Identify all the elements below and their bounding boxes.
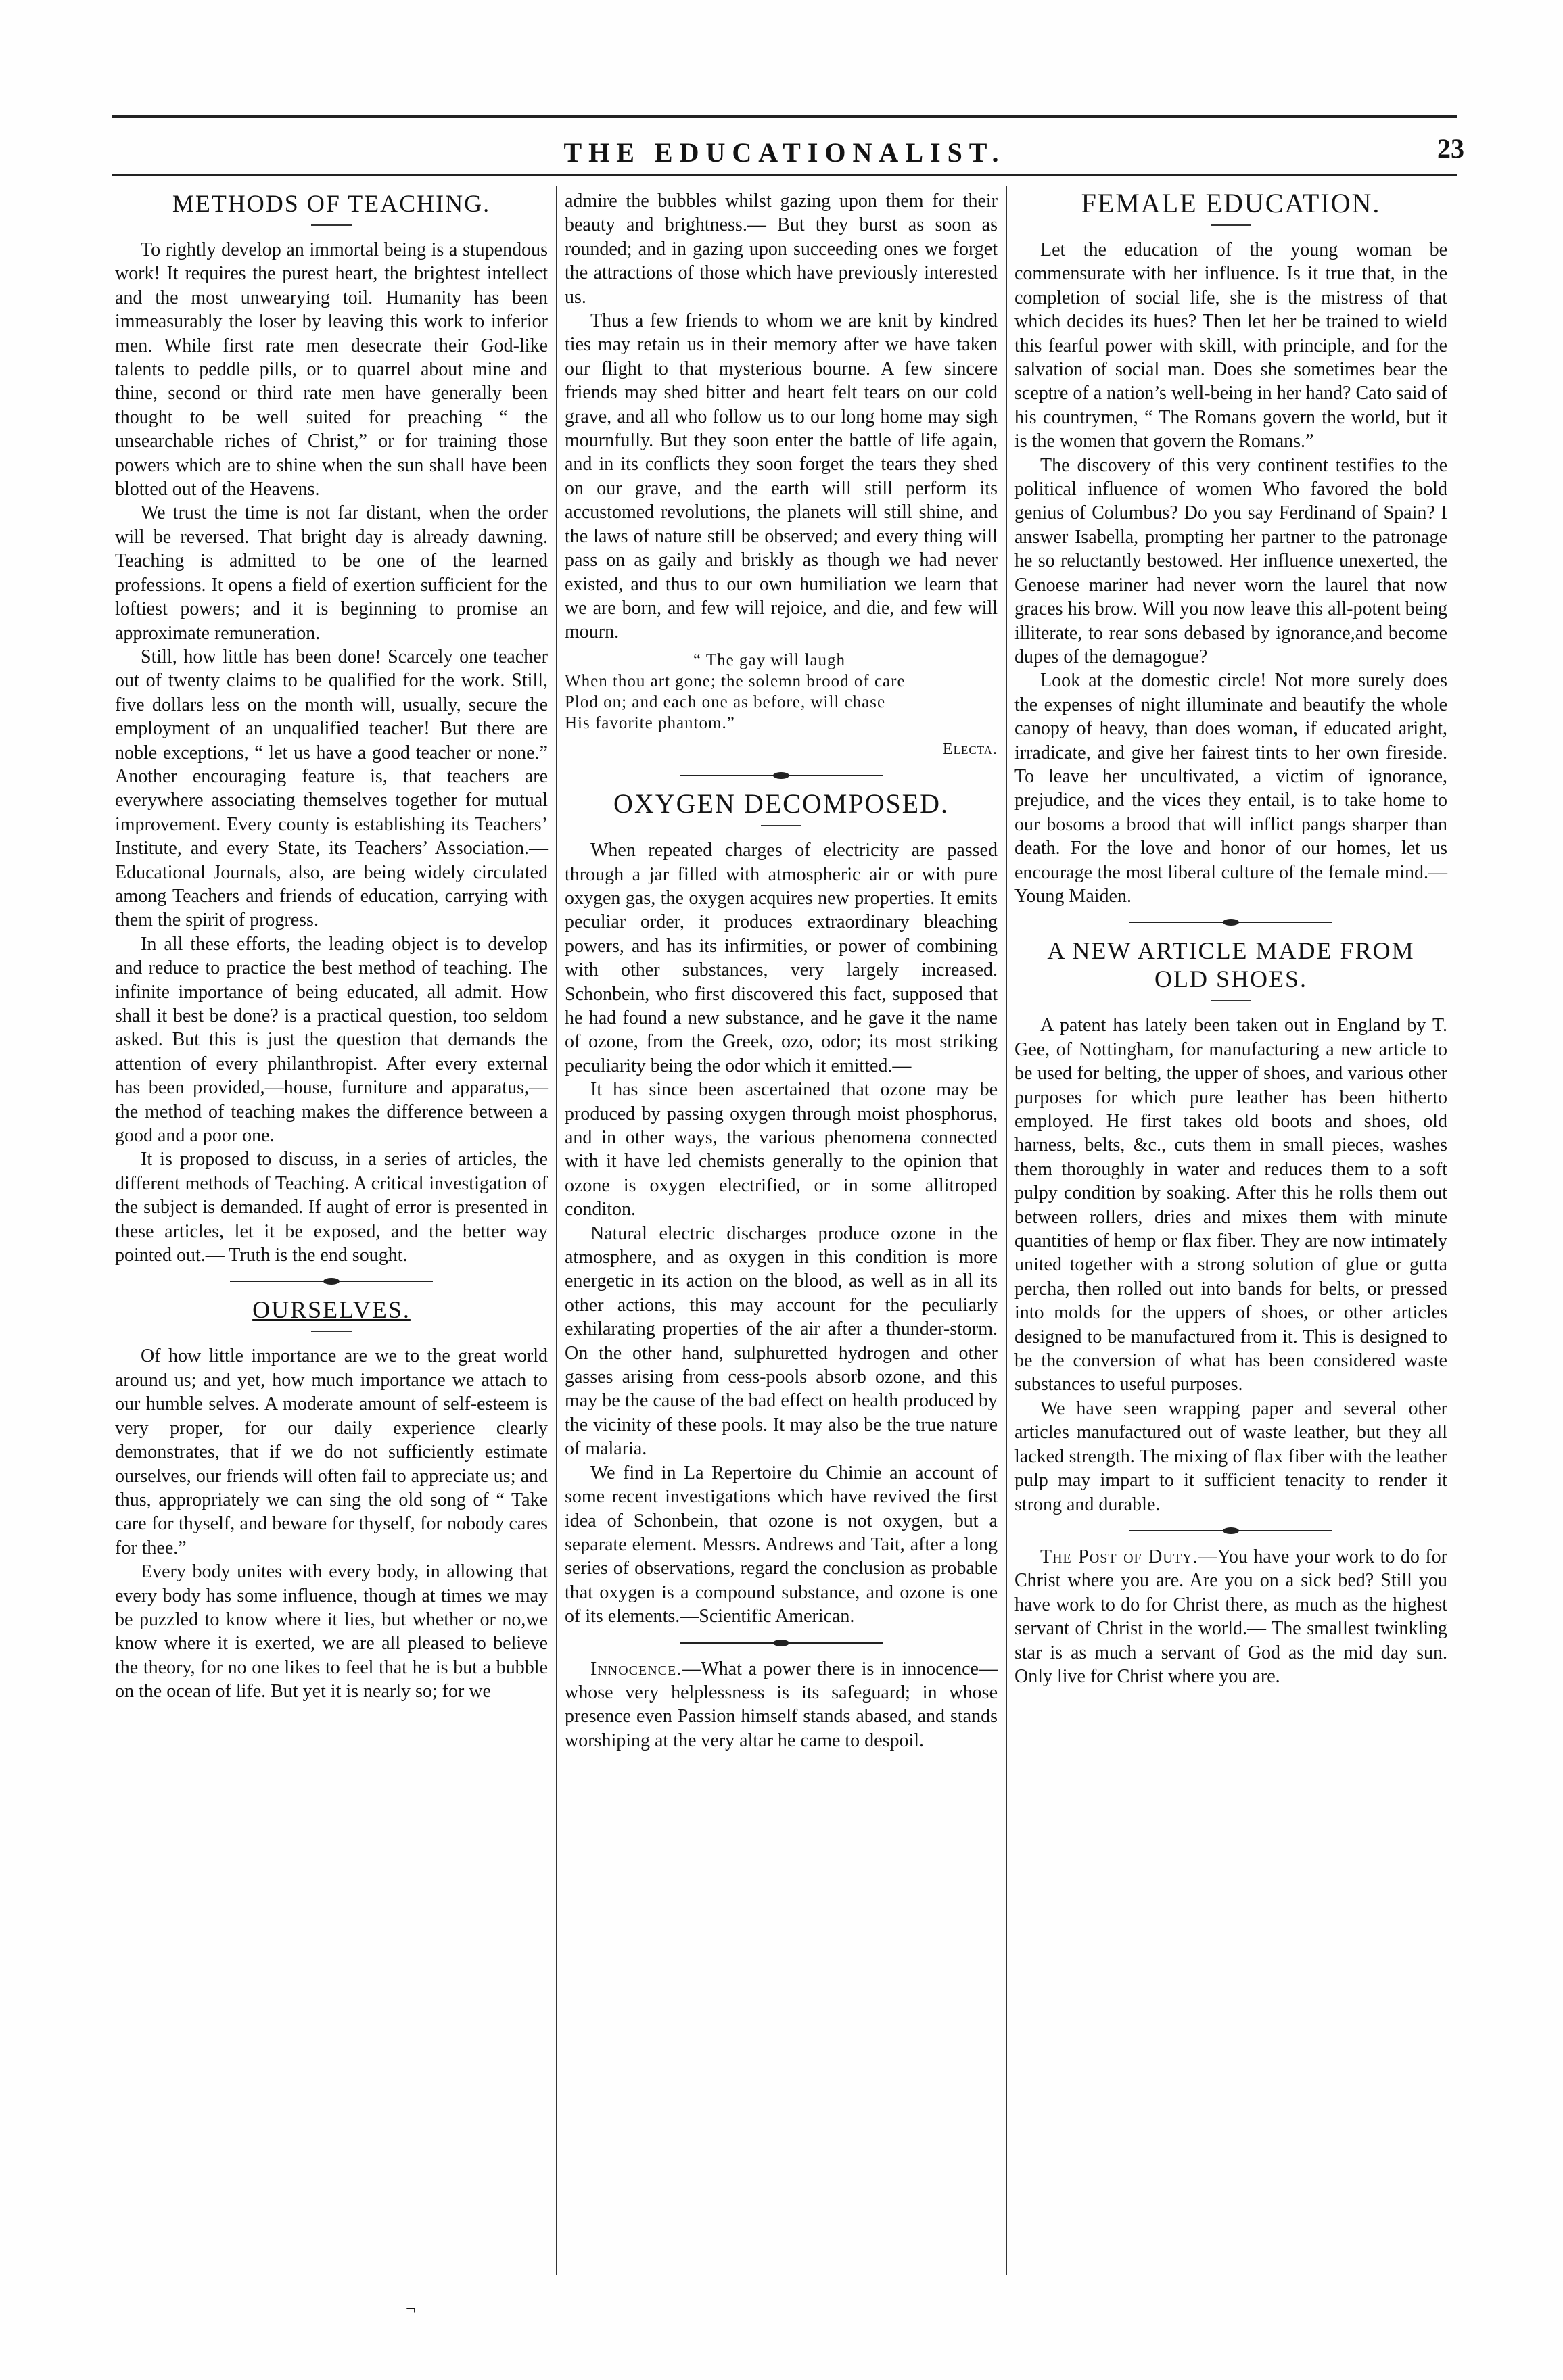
article-paragraph: When repeated charges of electricity are passed through a jar filled with atmospheric air or with pure oxygen gas, the oxygen acquires new properties. It emits peculiar order, it produces extraordinary bleaching powers, and has its infirmities, or power of combining with other substances, very largely increased. Schonbein, who first discovered this fact, supposed that he had found a new substance, and he gave it the name of ozone, from the Greek, ozo, odor; its most striking peculiarity being the odor which it emitted.— (565, 840, 998, 1076)
article-paragraph: Of how little importance are we to the great world around us; and yet, how much importance we attach to our humble selves. A moderate amount of self-esteem is very proper, for our daily experience clearly demonstrates, that if we do not sufficiently estimate ourselves, our friends will often fail to appreciate us; and thus, appropriately we can sing the old song of “ Take care for thyself, and beware for thyself, for nobody cares for thee.” (115, 1346, 548, 1558)
article-title-methods: METHODS OF TEACHING. (172, 190, 491, 217)
article-paragraph: Every body unites with every body, in allowing that every body has some influence, though at times we may be puzzled to know where it lies, but whether or no,we know where it is exerted, we are all pleased to believe the theory, for no one likes to feel that he is but a bubble on the ocean of life. But yet it is nearly so; for we (115, 1561, 548, 1703)
article-paragraph: It is proposed to discuss, in a series of articles, the different methods of Teaching. A critical investigation of the subject is demanded. If aught of error is presented in these articles, let it be exposed, and the better way pointed out.— Truth is the end sought. (115, 1149, 548, 1266)
column-2 (565, 189, 998, 1753)
section-ornament (1129, 1527, 1332, 1534)
innocence-lead: Innocence. (590, 1658, 682, 1680)
article-title-new-article-line1: A NEW ARTICLE MADE FROM (1047, 937, 1415, 965)
column-rule-1 (556, 186, 557, 2275)
article-paragraph: We find in La Repertoire du Chimie an account of some recent investigations which have revived the first idea of Schonbein, that ozone is not oxygen, but a separate element. Messrs. Andrews and Tait, after a long series of observations, regard the conclusion as probable that oxygen is a compound substance, and ozone is one of its elements.—Scientific American. (565, 1462, 998, 1627)
innocence-paragraph (565, 1657, 998, 1753)
title-dash (761, 825, 801, 826)
running-title: THE EDUCATIONALIST. (563, 137, 1006, 168)
section-ornament (680, 772, 883, 779)
article-paragraph: To rightly develop an immortal being is a stupendous work! It requires the purest heart, the brightest intellect and the most unwearying toil. Humanity has been immeasurably the loser by leaving this work to inferior men. While first rate men desecrate their God-like talents to peddle pills, or to quarrel about mine and thine, second or third rate men have generally been thought to be well suited for preaching “ the unsearchable riches of Christ,” or for training those powers which are to shine when the sun shall have been blotted out of the Heavens. (115, 239, 548, 500)
page-number: 23 (1437, 133, 1464, 164)
article-paragraph: Natural electric discharges produce ozone in the atmosphere, and as oxygen in this condition is more energetic in its action on the blood, as well as in all its other actions, this may account for the peculiarly exhilarating properties of the air after a thunder-storm. On the other hand, sulphuretted hydrogen and other gasses arising from cess-pools absorb ozone, and this may be the cause of the bad effect on health produced by the vicinity of these pools. It may also be the true nature of malaria. (565, 1222, 998, 1460)
section-ornament (680, 1640, 883, 1646)
article-paragraph: It has since been ascertained that ozone may be produced by passing oxygen through moist phosphorus, and in other ways, the various phenomena connected with it have led chemists generally to the opinion that ozone is oxygen electrified, or in some allitroped conditon. (565, 1079, 998, 1220)
article-paragraph: The discovery of this very continent testifies to the political influence of women Who favored the bold genius of Columbus? Do you say Ferdinand of Spain? I answer Isabella, prompting her partner to the patronage he so reluctantly bestowed. Her influence unexerted, the Genoese mariner had never worn the laurel that now graces his brow. Will you now leave this all-potent being illiterate, to rear sons debased by ignorance,and become dupes of the demagogue? (1014, 454, 1447, 667)
section-ornament (1129, 919, 1332, 926)
article-paragraph: A patent has lately been taken out in England by T. Gee, of Nottingham, for manufacturing a new article to be used for belting, the upper of shoes, and various other purposes for which pure leather has been hitherto employed. He first takes old boots and shoes, old harness, belts, &c., cuts them in small pieces, washes them thoroughly in water and reduces them to a soft pulpy condition by soaking. After this he rolls them out between rollers, dries and mixes them with minute quantities of hemp or flax fiber. They are now intimately united together with a strong solution of glue or gutta percha, then rolled out into bands for belts, or pressed into molds for the uppers of shoes, or other articles designed to be manufactured from it. This is designed to be the conversion of what has been considered waste substances to useful purposes. (1014, 1015, 1447, 1396)
title-dash (311, 224, 352, 226)
title-dash (311, 1331, 352, 1332)
column-1 (115, 189, 548, 1704)
poem-line: When thou art gone; the solemn brood of care (565, 671, 906, 690)
title-dash (1211, 224, 1251, 226)
column-rule-2 (1006, 186, 1007, 2275)
post-of-duty-text: —You have your work to do for Christ where you are. Are you on a sick bed? Still you have work to do for Christ there, as much as the highest servant of Christ in the world.— The smallest twinkling star is as much a servant of God as the mid day sun. Only live for Christ where you are. (1014, 1546, 1447, 1687)
poem-line: Plod on; and each one as before, will chase (565, 692, 886, 711)
post-of-duty-lead: The Post of Duty. (1040, 1546, 1198, 1567)
article-title-oxygen: OXYGEN DECOMPOSED. (613, 788, 950, 819)
column-3 (1014, 189, 1447, 1688)
article-title-ourselves: OURSELVES. (252, 1296, 411, 1324)
masthead-rule-bottom (112, 174, 1457, 176)
masthead-rule-top (112, 115, 1457, 118)
article-paragraph: Look at the domestic circle! Not more surely does the expenses of night illuminate and beautify the whole canopy of heavy, than does woman, if educated aright, irradicate, and give her fairest tints to her own fireside. To leave her uncultivated, a victim of ignorance, prejudice, and the vices they entail, is to take home to our bosoms a brood that will inflict pangs sharper than death. For the love and honor of our homes, let us encourage the most liberal culture of the female mind.—Young Maiden. (1014, 670, 1447, 907)
article-paragraph: admire the bubbles whilst gazing upon them for their beauty and brightness.— But they burst as soon as rounded; and in gazing upon succeeding ones we forget the attractions of those which have previously interested us. (565, 191, 998, 308)
footer-mark: ¬ (406, 2299, 416, 2318)
poem-line: His favorite phantom.” (565, 713, 735, 732)
innocence-text: —What a power there is in innocence—whose very helplessness is its safeguard; in whose presence even Passion himself stands abased, and stands worshiping at the very altar he came to despoil. (565, 1658, 998, 1751)
article-title-new-article-line2: OLD SHOES. (1154, 966, 1307, 993)
section-ornament (230, 1278, 433, 1285)
article-paragraph: Let the education of the young woman be commensurate with her influence. Is it true that, in the completion of social life, she is the mistress of that which decides its hues? Then let her be trained to wield this fearful power with skill, with principle, and for the salvation of social man. Does she sometimes bear the sceptre of a nation’s well-being in her hand? Cato said of his countrymen, “ The Romans govern the world, but it is the women that govern the Romans.” (1014, 239, 1447, 452)
post-of-duty-paragraph (1014, 1545, 1447, 1688)
article-paragraph: Still, how little has been done! Scarcely one teacher out of twenty claims to be qualified for the work. Still, five dollars less on the month will, usually, secure the employment of an unqualified teacher! But there are noble exceptions, “ let us have a good teacher or none.” Another encouraging feature is, that teachers are everywhere associating themselves together for mutual improvement. Every county is establishing its Teachers’ Institute, and every State, its Teachers’ Association.— Educational Journals, also, are being widely circulated among Teachers and friends of education, carrying with them the spirit of progress. (115, 646, 548, 931)
article-title-female-education: FEMALE EDUCATION. (1081, 188, 1381, 218)
article-paragraph: We trust the time is not far distant, when the order will be reversed. That bright day is already dawning. Teaching is admitted to be one of the learned professions. It opens a field of exertion sufficient for the loftiest powers; and it is beginning to promise an approximate remuneration. (115, 502, 548, 644)
article-paragraph: In all these efforts, the leading object is to develop and reduce to practice the best method of teaching. The infinite importance of being educated, all admit. How shall it best be done? is a practical question, too seldom asked. But this is just the question that demands the attention of every philanthropist. After every external has been provided,—house, furniture and apparatus,—the method of teaching makes the difference between a good and a poor one. (115, 933, 548, 1147)
title-dash (1211, 1000, 1251, 1001)
poem-quote (565, 650, 998, 734)
poem-line: “ The gay will laugh (693, 650, 846, 669)
article-paragraph: Thus a few friends to whom we are knit by kindred ties may retain us in their memory after we have taken our flight to that mysterious bourne. A few sincere friends may shed bitter and heart felt tears on our cold grave, and all who follow us to our long home may sigh mournfully. But they soon enter the battle of life again, and in its conflicts they soon forget the tears they shed on our grave, and the earth will still perform its accustomed revolutions, the planets will still shine, and the laws of nature still be observed; and every thing will pass on as gaily and briskly as though we had never existed, and thus to our own humiliation we learn that we are born, and few will rejoice, and die, and few will mourn. (565, 310, 998, 643)
article-paragraph: We have seen wrapping paper and several other articles manufactured out of waste leather, but they all lacked strength. The mixing of flax fiber with the leather pulp may impart to it sufficient tenacity to render it strong and durable. (1014, 1398, 1447, 1515)
signature: Electa. (942, 740, 998, 758)
